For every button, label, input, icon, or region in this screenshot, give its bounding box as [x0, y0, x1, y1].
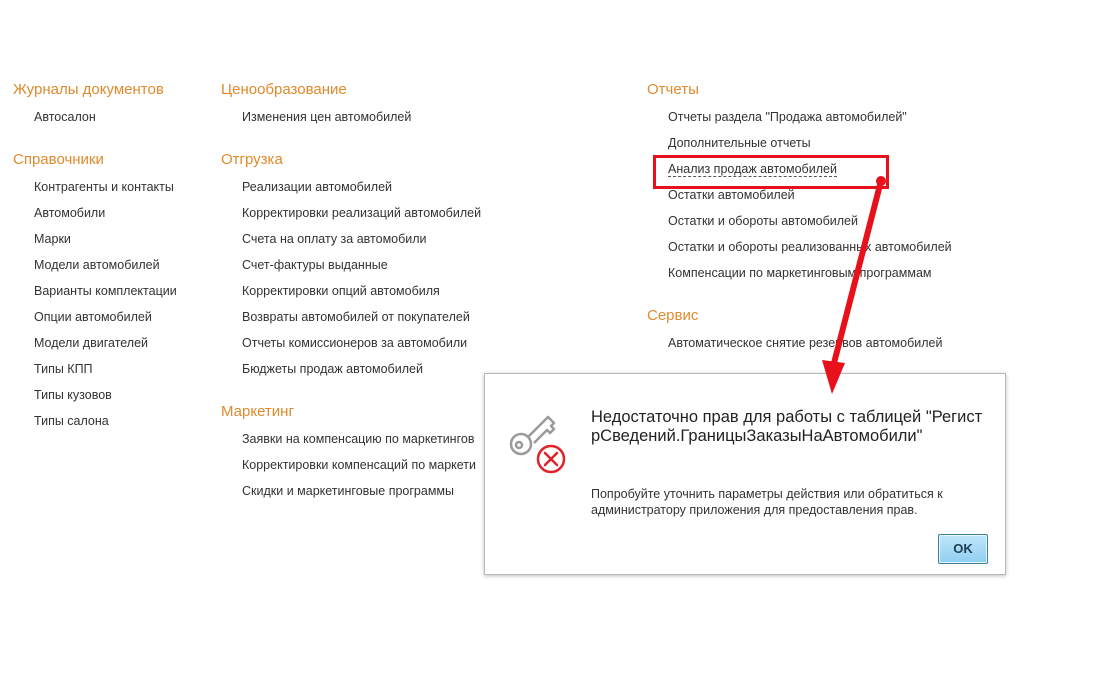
link-compensation-adjustments[interactable]: Корректировки компенсаций по маркети: [242, 458, 476, 472]
link-price-changes[interactable]: Изменения цен автомобилей: [242, 110, 412, 124]
section-title-reports: Отчеты: [647, 81, 699, 98]
link-commission-reports[interactable]: Отчеты комиссионеров за автомобили: [242, 336, 468, 350]
column-right: [647, 78, 1007, 356]
link-autosalon[interactable]: Автосалон: [34, 110, 96, 124]
section-title-pricing: Ценообразование: [221, 81, 347, 98]
ok-button[interactable]: OK: [938, 534, 988, 564]
link-sales-budgets[interactable]: Бюджеты продаж автомобилей: [242, 362, 423, 376]
link-auto-reserve-removal[interactable]: Автоматическое снятие резервов автомобилей: [668, 336, 943, 350]
link-option-adjustments[interactable]: Корректировки опций автомобиля: [242, 284, 440, 298]
link-interior-types[interactable]: Типы салона: [34, 414, 109, 428]
link-sold-stock-turnover[interactable]: Остатки и обороты реализованных автомобилей: [668, 240, 952, 254]
section-title-marketing: Маркетинг: [221, 403, 294, 420]
section-service: [647, 304, 1007, 356]
section-references: [13, 148, 213, 434]
section-title-references: Справочники: [13, 151, 104, 168]
link-invoices[interactable]: Счета на оплату за автомобили: [242, 232, 427, 246]
link-trim-variants[interactable]: Варианты комплектации: [34, 284, 177, 298]
link-contractors[interactable]: Контрагенты и контакты: [34, 180, 174, 194]
key-denied-icon: [505, 404, 575, 474]
link-car-sales[interactable]: Реализации автомобилей: [242, 180, 393, 194]
link-tax-invoices[interactable]: Счет-фактуры выданные: [242, 258, 388, 272]
link-gearbox-types[interactable]: Типы КПП: [34, 362, 93, 376]
section-title-service: Сервис: [647, 307, 699, 324]
section-journals: [13, 78, 213, 130]
link-cars[interactable]: Автомобили: [34, 206, 106, 220]
section-pricing: [221, 78, 521, 130]
section-shipment: [221, 148, 521, 382]
section-title-shipment: Отгрузка: [221, 151, 283, 168]
section-title-journals: Журналы документов: [13, 81, 164, 98]
link-car-models[interactable]: Модели автомобилей: [34, 258, 160, 272]
link-section-reports[interactable]: Отчеты раздела "Продажа автомобилей": [668, 110, 907, 124]
link-compensation-requests[interactable]: Заявки на компенсацию по маркетингов: [242, 432, 475, 446]
link-brands[interactable]: Марки: [34, 232, 71, 246]
annotation-highlight-box: [653, 155, 889, 189]
link-customer-returns[interactable]: Возвраты автомобилей от покупателей: [242, 310, 470, 324]
column-left: [13, 78, 213, 434]
dialog-title: Недостаточно прав для работы с таблицей "РегистрСведений.ГраницыЗаказыНаАвтомобили": [591, 408, 983, 445]
link-sales-analysis-label: Анализ продаж автомобилей: [668, 162, 837, 176]
link-marketing-compensations[interactable]: Компенсации по маркетинговым программам: [668, 266, 932, 280]
link-stock-turnover[interactable]: Остатки и обороты автомобилей: [668, 214, 858, 228]
link-additional-reports[interactable]: Дополнительные отчеты: [668, 136, 811, 150]
link-body-types[interactable]: Типы кузовов: [34, 388, 112, 402]
link-car-stock[interactable]: Остатки автомобилей: [668, 188, 795, 202]
link-discounts-programs[interactable]: Скидки и маркетинговые программы: [242, 484, 454, 498]
link-sales-adjustments[interactable]: Корректировки реализаций автомобилей: [242, 206, 482, 220]
error-dialog: [484, 373, 1006, 575]
link-car-options[interactable]: Опции автомобилей: [34, 310, 152, 324]
section-marketing: [221, 400, 521, 504]
link-engine-models[interactable]: Модели двигателей: [34, 336, 149, 350]
column-middle: [221, 78, 521, 504]
dialog-message: Попробуйте уточнить параметры действия или обратиться к администратору приложения для предоставления прав.: [591, 487, 943, 517]
